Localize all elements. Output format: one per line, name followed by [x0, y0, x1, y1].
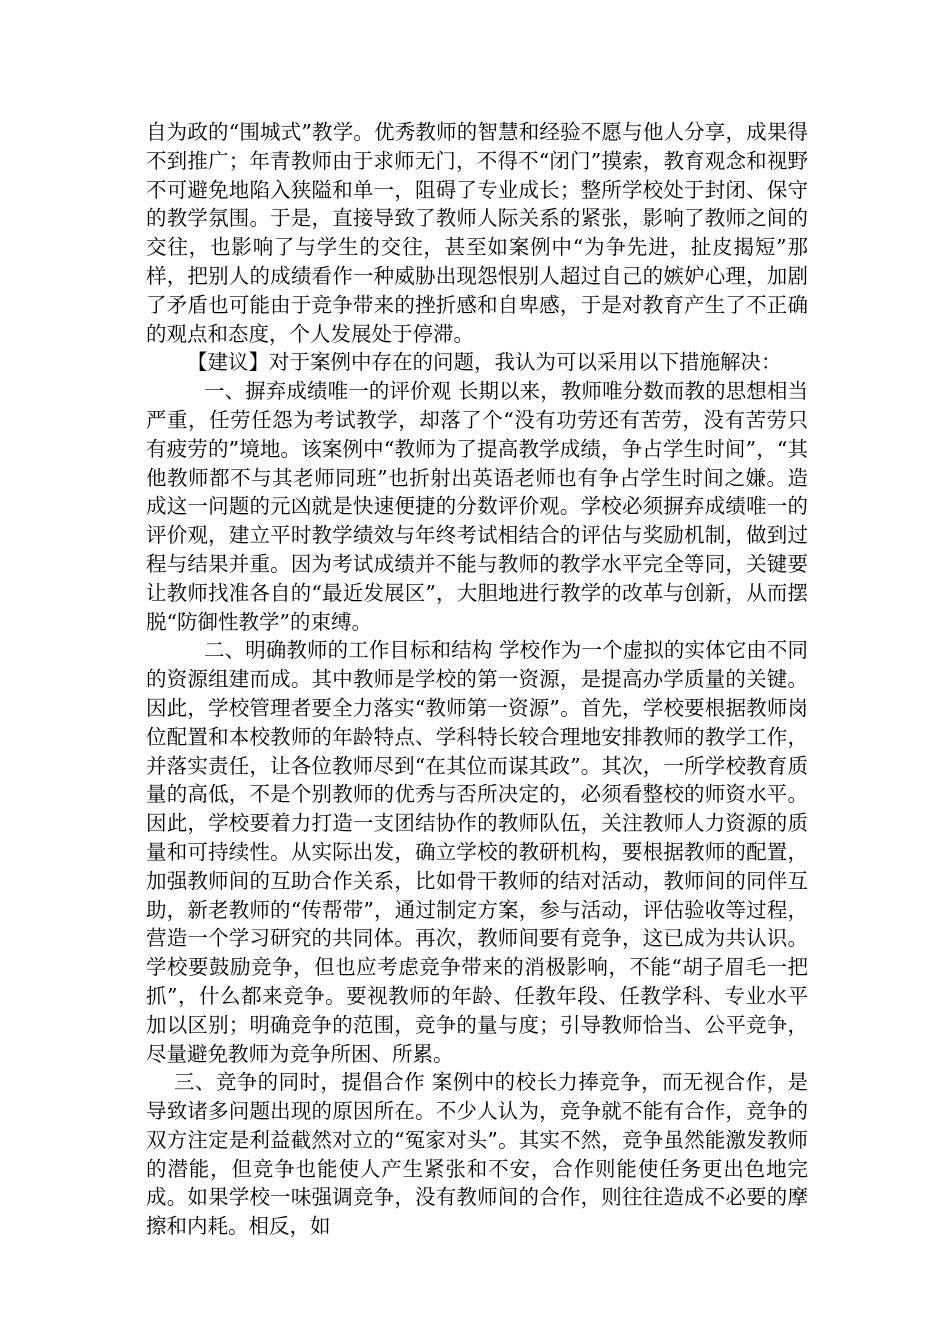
- paragraph-measure-three: 三、竞争的同时，提倡合作 案例中的校长力捧竞争，而无视合作，是导致诸多问题出现的原因所在。不少人认为，竞争就不能有合作，竞争的双方注定是利益截然对立的“冤家对头”。其实不然，竞争虽然能激发教师的潜能，但竞争也能使人产生紧张和不安，合作则能使任务更出色地完成。如果学校一味强调竞争，没有教师间的合作，则往往造成不必要的摩擦和内耗。相反，如: [146, 1070, 808, 1239]
- document-body: [146, 118, 808, 1241]
- paragraph-measure-two: 二、明确教师的工作目标和结构 学校作为一个虚拟的实体它由不同的资源组建而成。其中教师是学校的第一资源，是提高办学质量的关键。因此，学校管理者要全力落实“教师第一资源”。首先，学校要根据教师岗位配置和本校教师的年龄特点、学科特长较合理地安排教师的教学工作，并落实责任，让各位教师尽到“在其位而谋其政”。其次，一所学校教育质量的高低，不是个别教师的优秀与否所决定的，必须看整校的师资水平。因此，学校要着力打造一支团结协作的教师队伍，关注教师人力资源的质量和可持续性。从实际出发，确立学校的教研机构，要根据教师的配置，加强教师间的互助合作关系，比如骨干教师的结对活动，教师间的同伴互助，新老教师的“传帮带”，通过制定方案，参与活动，评估验收等过程，营造一个学习研究的共同体。再次，教师间要有竞争，这已成为共认识。学校要鼓励竞争，但也应考虑竞争带来的消极影响，不能“胡子眉毛一把抓”，什么都来竞争。要视教师的年龄、任教年段、任教学科、专业水平加以区别；明确竞争的范围，竞争的量与度；引导教师恰当、公平竞争，尽量避免教师为竞争所困、所累。: [146, 638, 808, 1066]
- paragraph-measure-one: 一、摒弃成绩唯一的评价观 长期以来，教师唯分数而教的思想相当严重，任劳任怨为考试教学，却落了个“没有功劳还有苦劳，没有苦劳只有疲劳的”境地。该案例中“教师为了提高教学成绩，争占学生时间”，“其他教师都不与其老师同班”也折射出英语老师也有争占学生时间之嫌。造成这一问题的元凶就是快速便捷的分数评价观。学校必须摒弃成绩唯一的评价观，建立平时教学绩效与年终考试相结合的评估与奖励机制，做到过程与结果并重。因为考试成绩并不能与教师的教学水平完全等同，关键要让教师找准各自的“最近发展区”，大胆地进行教学的改革与创新，从而摆脱“防御性教学”的束缚。: [146, 379, 808, 634]
- paragraph-continuation: 自为政的“围城式”教学。优秀教师的智慧和经验不愿与他人分享，成果得不到推广；年青教师由于求师无门，不得不“闭门”摸索，教育观念和视野不可避免地陷入狭隘和单一，阻碍了专业成长；整所学校处于封闭、保守的教学氛围。于是，直接导致了教师人际关系的紧张，影响了教师之间的交往，也影响了与学生的交往，甚至如案例中“为争先进，扯皮揭短”那样，把别人的成绩看作一种威胁出现怨恨别人超过自己的嫉妒心理，加剧了矛盾也可能由于竞争带来的挫折感和自卑感，于是对教育产生了不正确的观点和态度，个人发展处于停滞。: [146, 120, 808, 346]
- paragraph-suggestion: 【建议】对于案例中存在的问题，我认为可以采用以下措施解决：: [187, 350, 782, 375]
